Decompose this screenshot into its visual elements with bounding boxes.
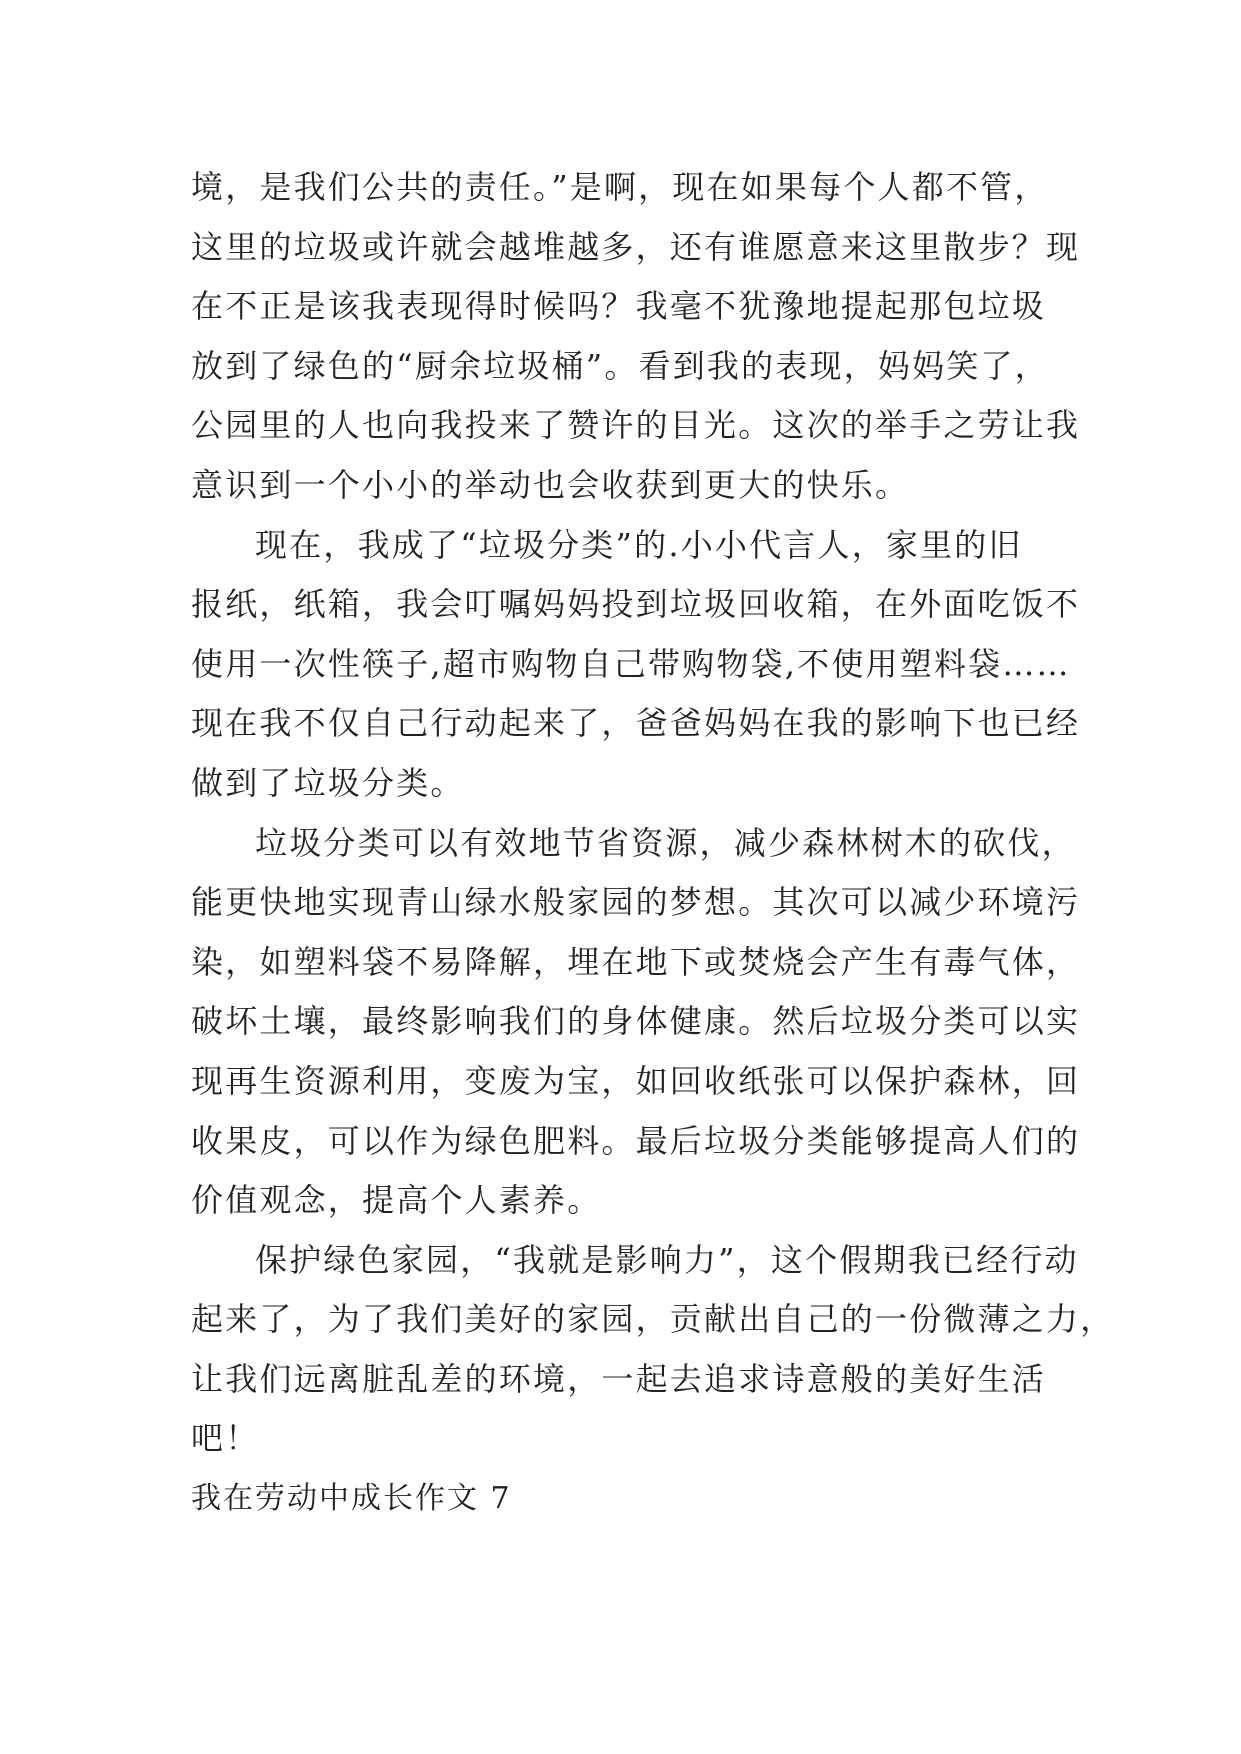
text-line: 这里的垃圾或许就会越堆越多，还有谁愿意来这里散步？现 bbox=[191, 227, 1081, 266]
essay-body bbox=[191, 158, 1115, 1469]
text-line: 能更快地实现青山绿水般家园的梦想。其次可以减少环境污 bbox=[191, 883, 1081, 922]
text-line: 价值观念，提高个人素养。 bbox=[191, 1181, 602, 1220]
text-line: 破坏土壤，最终影响我们的身体健康。然后垃圾分类可以实 bbox=[191, 1002, 1081, 1041]
text-line: 使用一次性筷子,超市购物自己带购物袋,不使用塑料袋…… bbox=[191, 644, 1071, 683]
text-line: 报纸，纸箱，我会叮嘱妈妈投到垃圾回收箱，在外面吃饭不 bbox=[191, 585, 1081, 624]
text-line: 收果皮，可以作为绿色肥料。最后垃圾分类能够提高人们的 bbox=[191, 1121, 1081, 1160]
paragraph-1 bbox=[191, 158, 1081, 516]
text-line: 意识到一个小小的举动也会收获到更大的快乐。 bbox=[191, 465, 910, 504]
text-line: 现再生资源利用，变废为宝，如回收纸张可以保护森林，回 bbox=[191, 1061, 1081, 1100]
text-line: 做到了垃圾分类。 bbox=[191, 763, 465, 802]
text-line: 垃圾分类可以有效地节省资源，减少森林树木的砍伐， bbox=[255, 823, 1076, 862]
paragraph-3 bbox=[191, 814, 1081, 1231]
text-line: 染，如塑料袋不易降解，埋在地下或焚烧会产生有毒气体， bbox=[191, 942, 1081, 981]
text-line: 保护绿色家园，“我就是影响力”，这个假期我已经行动 bbox=[255, 1240, 1079, 1279]
text-line: 让我们远离脏乱差的环境，一起去追求诗意般的美好生活 bbox=[191, 1359, 1047, 1398]
text-line: 放到了绿色的“厨余垃圾桶”。看到我的表现，妈妈笑了， bbox=[191, 346, 1049, 385]
text-line: 境，是我们公共的责任。”是啊，现在如果每个人都不管， bbox=[191, 168, 1049, 206]
next-essay-heading: 我在劳动中成长作文 7 bbox=[191, 1481, 512, 1516]
text-line: 起来了，为了我们美好的家园，贡献出自己的一份微薄之力， bbox=[191, 1300, 1115, 1339]
text-line: 现在我不仅自己行动起来了，爸爸妈妈在我的影响下也已经 bbox=[191, 704, 1081, 743]
text-line: 公园里的人也向我投来了赞许的目光。这次的举手之劳让我 bbox=[191, 406, 1081, 445]
text-line: 在不正是该我表现得时候吗？我毫不犹豫地提起那包垃圾 bbox=[191, 287, 1047, 326]
paragraph-2 bbox=[191, 516, 1081, 814]
text-line: 现在，我成了“垃圾分类”的.小小代言人，家里的旧 bbox=[255, 525, 1023, 564]
paragraph-4 bbox=[191, 1231, 1115, 1469]
text-line: 吧！ bbox=[191, 1419, 260, 1458]
